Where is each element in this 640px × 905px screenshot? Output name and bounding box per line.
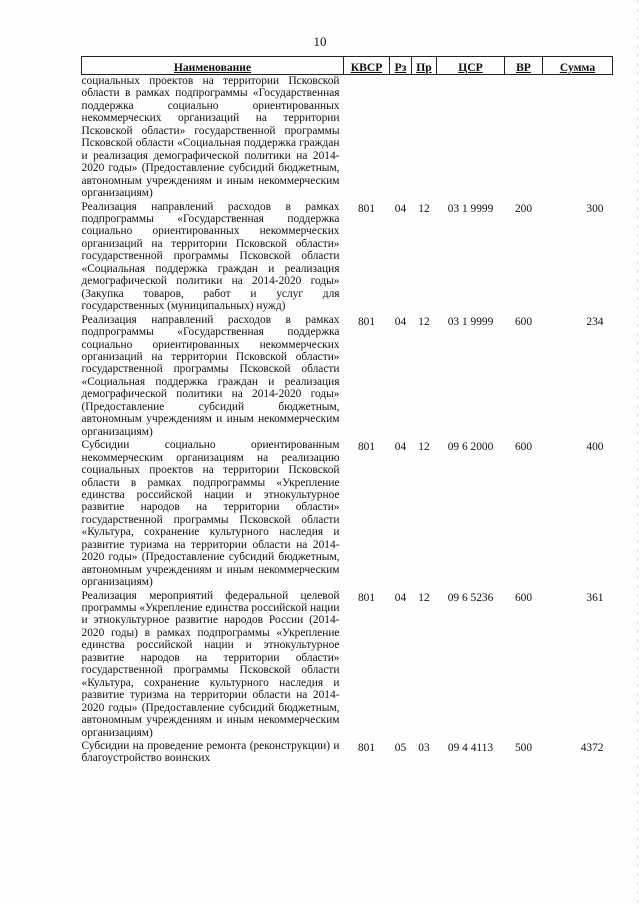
- row-rz: 04: [394, 591, 407, 604]
- row-pr: 12: [418, 315, 430, 328]
- table-row: [82, 314, 613, 440]
- row-vr: 600: [514, 315, 533, 328]
- header-pr: Пр: [412, 57, 437, 75]
- row-name: Субсидии на проведение ремонта (реконструкции) и благоустройство воинских: [81, 740, 340, 765]
- table-row: [82, 590, 613, 740]
- row-vr: 200: [514, 202, 533, 215]
- row-name: Субсидии социально ориентированным некоммерческим организациям на реализацию социальных проектов на территории Псковской области в рамках подпрограммы «Укрепление единства российской нации и этнокультурное развитие народов на территории области» государственной программы Псковской области «Культура, сохранение культурного наследия и развитие туризма на территории области на 2014-2020 годы» (Предоставление субсидий бюджетным, автономным учреждениям и иным некоммерческим организациям): [81, 439, 340, 589]
- row-name: социальных проектов на территории Псковской области в рамках подпрограммы «Государственная поддержка социально ориентированных некоммерческих организаций на территории Псковской области» государственной программы Псковской области «Социальная поддержка граждан и реализация демографической политики на 2014-2020 годы» (Предоставление субсидий бюджетным, автономным учреждениям и иным некоммерческим организациям): [81, 75, 340, 200]
- header-vr: ВР: [505, 57, 543, 75]
- row-vr: 600: [514, 591, 533, 604]
- row-name: Реализация направлений расходов в рамках подпрограммы «Государственная поддержка социально ориентированных некоммерческих организаций на территории Псковской области» государственной программы Псковской области «Социальная поддержка граждан и реализация демографической политики на 2014-2020 годы» (Предоставление субсидий бюджетным, автономным учреждениям и иным некоммерческим организациям): [81, 313, 340, 438]
- row-csr: 09 6 5236: [447, 591, 494, 604]
- row-pr: [412, 75, 437, 201]
- row-rz: 04: [394, 315, 407, 328]
- row-vr: [505, 75, 543, 201]
- row-kvsr: 801: [357, 441, 376, 454]
- row-pr: 03: [418, 742, 430, 755]
- scan-edge-divider: [637, 0, 638, 905]
- row-rz: [390, 75, 412, 201]
- table-row: [82, 75, 613, 201]
- row-sum: 361: [586, 591, 604, 604]
- budget-table-container: [81, 56, 612, 766]
- page-number: 10: [313, 34, 327, 49]
- row-pr: 12: [418, 202, 430, 215]
- row-kvsr: 801: [357, 315, 376, 328]
- row-kvsr: 801: [357, 742, 376, 755]
- table-row: [82, 201, 613, 314]
- row-csr: 09 4 4113: [447, 742, 494, 755]
- table-row: [82, 439, 613, 589]
- row-csr: 03 1 9999: [447, 315, 494, 328]
- row-csr: 03 1 9999: [447, 202, 494, 215]
- table-row: [82, 740, 613, 766]
- header-kvsr: КВСР: [344, 57, 390, 75]
- row-sum: 400: [586, 441, 604, 454]
- row-csr: [437, 75, 505, 201]
- row-name: Реализация мероприятий федеральной целевой программы «Укрепление единства российской нации и этнокультурное развитие народов России (2014-2020 годы) в рамках подпрограммы «Укрепление единства российской нации и этнокультурное развитие народов на территории области» государственной программы Псковской области «Культура, сохранение культурного наследия и развитие туризма на территории области на 2014-2020 годы» (Предоставление субсидий бюджетным, автономным учреждениям и иным некоммерческим организациям): [81, 589, 340, 739]
- row-sum: [543, 75, 613, 201]
- header-name: Наименование: [82, 57, 344, 75]
- row-kvsr: 801: [357, 591, 376, 604]
- row-vr: 600: [514, 441, 533, 454]
- row-name: Реализация направлений расходов в рамках подпрограммы «Государственная поддержка социально ориентированных некоммерческих организаций на территории Псковской области» государственной программы Псковской области «Социальная поддержка граждан и реализация демографической политики на 2014-2020 годы» (Закупка товаров, работ и услуг для государственных (муниципальных) нужд): [81, 200, 340, 313]
- row-kvsr: [344, 75, 390, 201]
- row-sum: 234: [586, 315, 604, 328]
- budget-table: [81, 56, 613, 766]
- header-sum: Сумма: [543, 57, 613, 75]
- row-csr: 09 6 2000: [447, 441, 494, 454]
- row-sum: 4372: [580, 742, 604, 755]
- header-rz: Рз: [390, 57, 412, 75]
- row-rz: 05: [394, 742, 407, 755]
- row-pr: 12: [418, 441, 430, 454]
- row-vr: 500: [514, 742, 533, 755]
- row-rz: 04: [394, 441, 407, 454]
- row-rz: 04: [394, 202, 407, 215]
- header-csr: ЦСР: [437, 57, 505, 75]
- row-pr: 12: [418, 591, 430, 604]
- table-header-row: [82, 57, 613, 75]
- row-kvsr: 801: [357, 202, 376, 215]
- row-sum: 300: [586, 202, 604, 215]
